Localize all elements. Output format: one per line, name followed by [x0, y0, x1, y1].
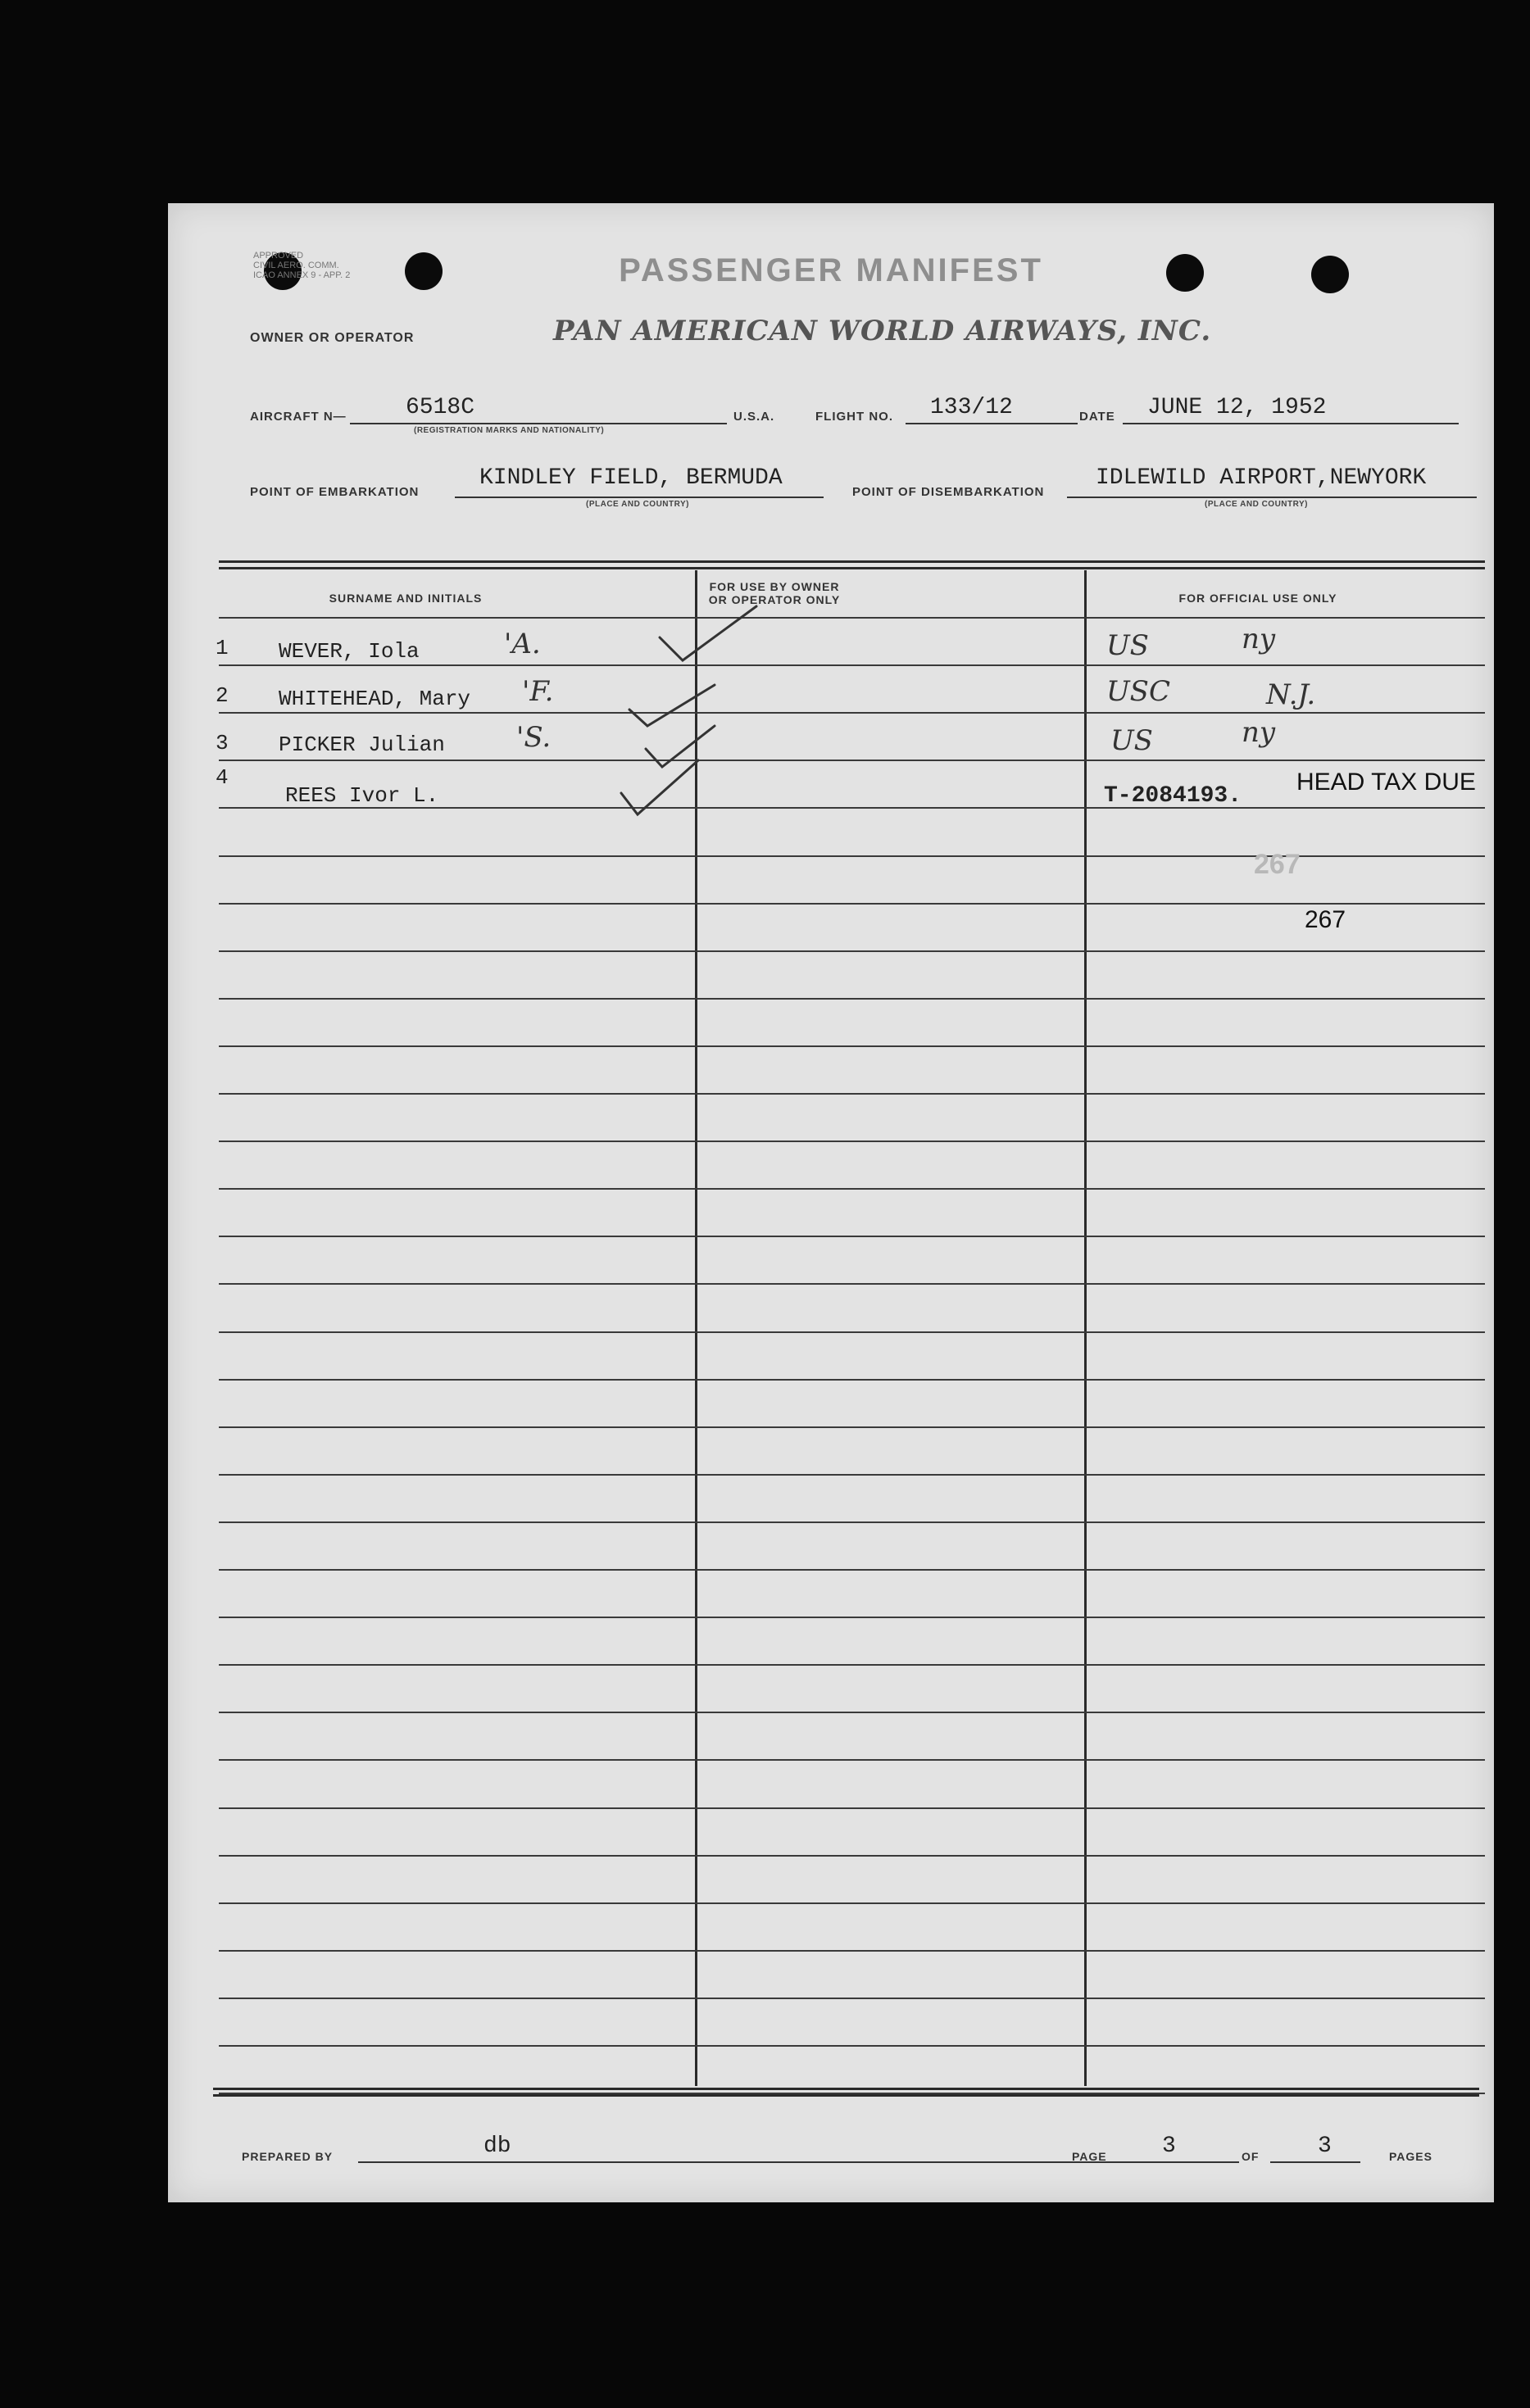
- row-rule: [219, 1093, 1485, 1095]
- row-rule: [219, 1379, 1485, 1381]
- embark-value: KINDLEY FIELD, BERMUDA: [479, 465, 783, 491]
- aircraft-label: AIRCRAFT N—: [250, 410, 347, 424]
- passenger-name: REES Ivor L.: [285, 783, 439, 808]
- date-value: JUNE 12, 1952: [1147, 395, 1327, 420]
- row-number: 2: [216, 683, 229, 708]
- passenger-initial: 'F.: [522, 675, 554, 708]
- row-number: 1: [216, 636, 229, 660]
- aircraft-sub: (REGISTRATION MARKS AND NATIONALITY): [414, 426, 605, 435]
- disembark-label: POINT OF DISEMBARKATION: [852, 485, 1045, 499]
- approval-line: ICAO ANNEX 9 - APP. 2: [253, 270, 351, 280]
- official-nationality: US: [1106, 629, 1149, 662]
- official-state: ny: [1242, 716, 1276, 749]
- row-rule: [219, 1807, 1485, 1809]
- row-rule: [219, 1759, 1485, 1761]
- owner-label: OWNER OR OPERATOR: [250, 331, 415, 345]
- flight-label: FLIGHT NO.: [815, 410, 893, 424]
- row-rule: [219, 1045, 1485, 1047]
- approval-line: CIVIL AERO. COMM.: [253, 261, 339, 270]
- row-rule: [219, 1664, 1485, 1666]
- header-rule-bottom: [219, 567, 1485, 569]
- disembark-underline: [1067, 497, 1477, 498]
- column-divider: [1084, 570, 1087, 2086]
- surname-column-header: SURNAME AND INITIALS: [329, 592, 483, 605]
- embark-underline: [455, 497, 824, 498]
- row-rule: [219, 712, 1485, 714]
- row-rule: [219, 1141, 1485, 1142]
- check-mark-icon: [615, 752, 705, 826]
- row-rule: [219, 664, 1485, 666]
- row-rule: [219, 1998, 1485, 1999]
- passenger-initial: 'S.: [516, 721, 552, 754]
- manifest-title: PASSENGER MANIFEST: [619, 252, 1043, 288]
- page-number-annotation: 267: [1305, 906, 1346, 933]
- owner-value: PAN AMERICAN WORLD AIRWAYS, INC.: [553, 315, 1212, 347]
- prepared-by-underline: [358, 2161, 1239, 2163]
- disembark-sub: (PLACE AND COUNTRY): [1205, 500, 1308, 509]
- page-label: PAGE: [1072, 2150, 1107, 2163]
- date-underline: [1123, 423, 1459, 424]
- aircraft-value: 6518C: [406, 395, 475, 420]
- official-state: ny: [1242, 623, 1276, 655]
- disembark-value: IDLEWILD AIRPORT,NEWYORK: [1096, 465, 1427, 491]
- official-nationality: US: [1110, 724, 1153, 757]
- header-rule-top: [219, 560, 1485, 563]
- passenger-name: PICKER Julian: [279, 732, 445, 757]
- flight-value: 133/12: [930, 395, 1013, 420]
- manifest-sheet: [168, 203, 1494, 2202]
- row-rule: [219, 1521, 1485, 1523]
- row-rule: [219, 903, 1485, 905]
- row-rule: [219, 617, 1485, 619]
- official-nationality: USC: [1106, 675, 1170, 708]
- aircraft-underline: [350, 423, 727, 424]
- row-rule: [219, 1950, 1485, 1952]
- owner-use-line: FOR USE BY OWNER: [709, 580, 840, 593]
- official-use-column-header: FOR OFFICIAL USE ONLY: [1178, 592, 1337, 605]
- page-value: 3: [1162, 2134, 1176, 2159]
- row-rule: [219, 1236, 1485, 1237]
- row-rule: [219, 1569, 1485, 1571]
- row-rule: [219, 760, 1485, 761]
- of-label: OF: [1242, 2150, 1260, 2163]
- row-rule: [219, 1902, 1485, 1904]
- faint-number: 267: [1254, 849, 1301, 880]
- owner-use-line: OR OPERATOR ONLY: [708, 593, 841, 606]
- check-mark-icon: [651, 596, 766, 670]
- of-underline: [1270, 2161, 1360, 2163]
- row-rule: [219, 1474, 1485, 1476]
- row-number: 3: [216, 731, 229, 755]
- head-tax-note: HEAD TAX DUE: [1296, 769, 1476, 796]
- of-value: 3: [1318, 2134, 1332, 2159]
- passenger-name: WEVER, Iola: [279, 639, 420, 664]
- row-rule: [219, 950, 1485, 952]
- row-rule: [219, 1617, 1485, 1618]
- footer-rule-bottom: [213, 2094, 1479, 2097]
- prepared-by-value: db: [484, 2134, 511, 2159]
- official-state: N.J.: [1266, 678, 1316, 711]
- row-rule: [219, 2045, 1485, 2047]
- flight-underline: [906, 423, 1078, 424]
- approval-line: APPROVED: [253, 251, 304, 261]
- embark-label: POINT OF EMBARKATION: [250, 485, 420, 499]
- row-rule: [219, 1855, 1485, 1857]
- official-ticket-number: T-2084193.: [1104, 783, 1242, 809]
- row-rule: [219, 998, 1485, 1000]
- prepared-by-label: PREPARED BY: [242, 2150, 334, 2163]
- pages-label: PAGES: [1389, 2150, 1432, 2163]
- row-rule: [219, 1712, 1485, 1713]
- row-rule: [219, 1426, 1485, 1428]
- page-underline: [1115, 2161, 1196, 2163]
- row-number: 4: [216, 765, 229, 790]
- footer-rule-top: [213, 2088, 1479, 2090]
- row-rule: [219, 1283, 1485, 1285]
- row-rule: [219, 1188, 1485, 1190]
- embark-sub: (PLACE AND COUNTRY): [586, 500, 689, 509]
- passenger-name: WHITEHEAD, Mary: [279, 687, 471, 711]
- passenger-initial: 'A.: [504, 628, 541, 660]
- usa-label: U.S.A.: [733, 410, 775, 424]
- date-label: DATE: [1079, 410, 1115, 424]
- row-rule: [219, 1331, 1485, 1333]
